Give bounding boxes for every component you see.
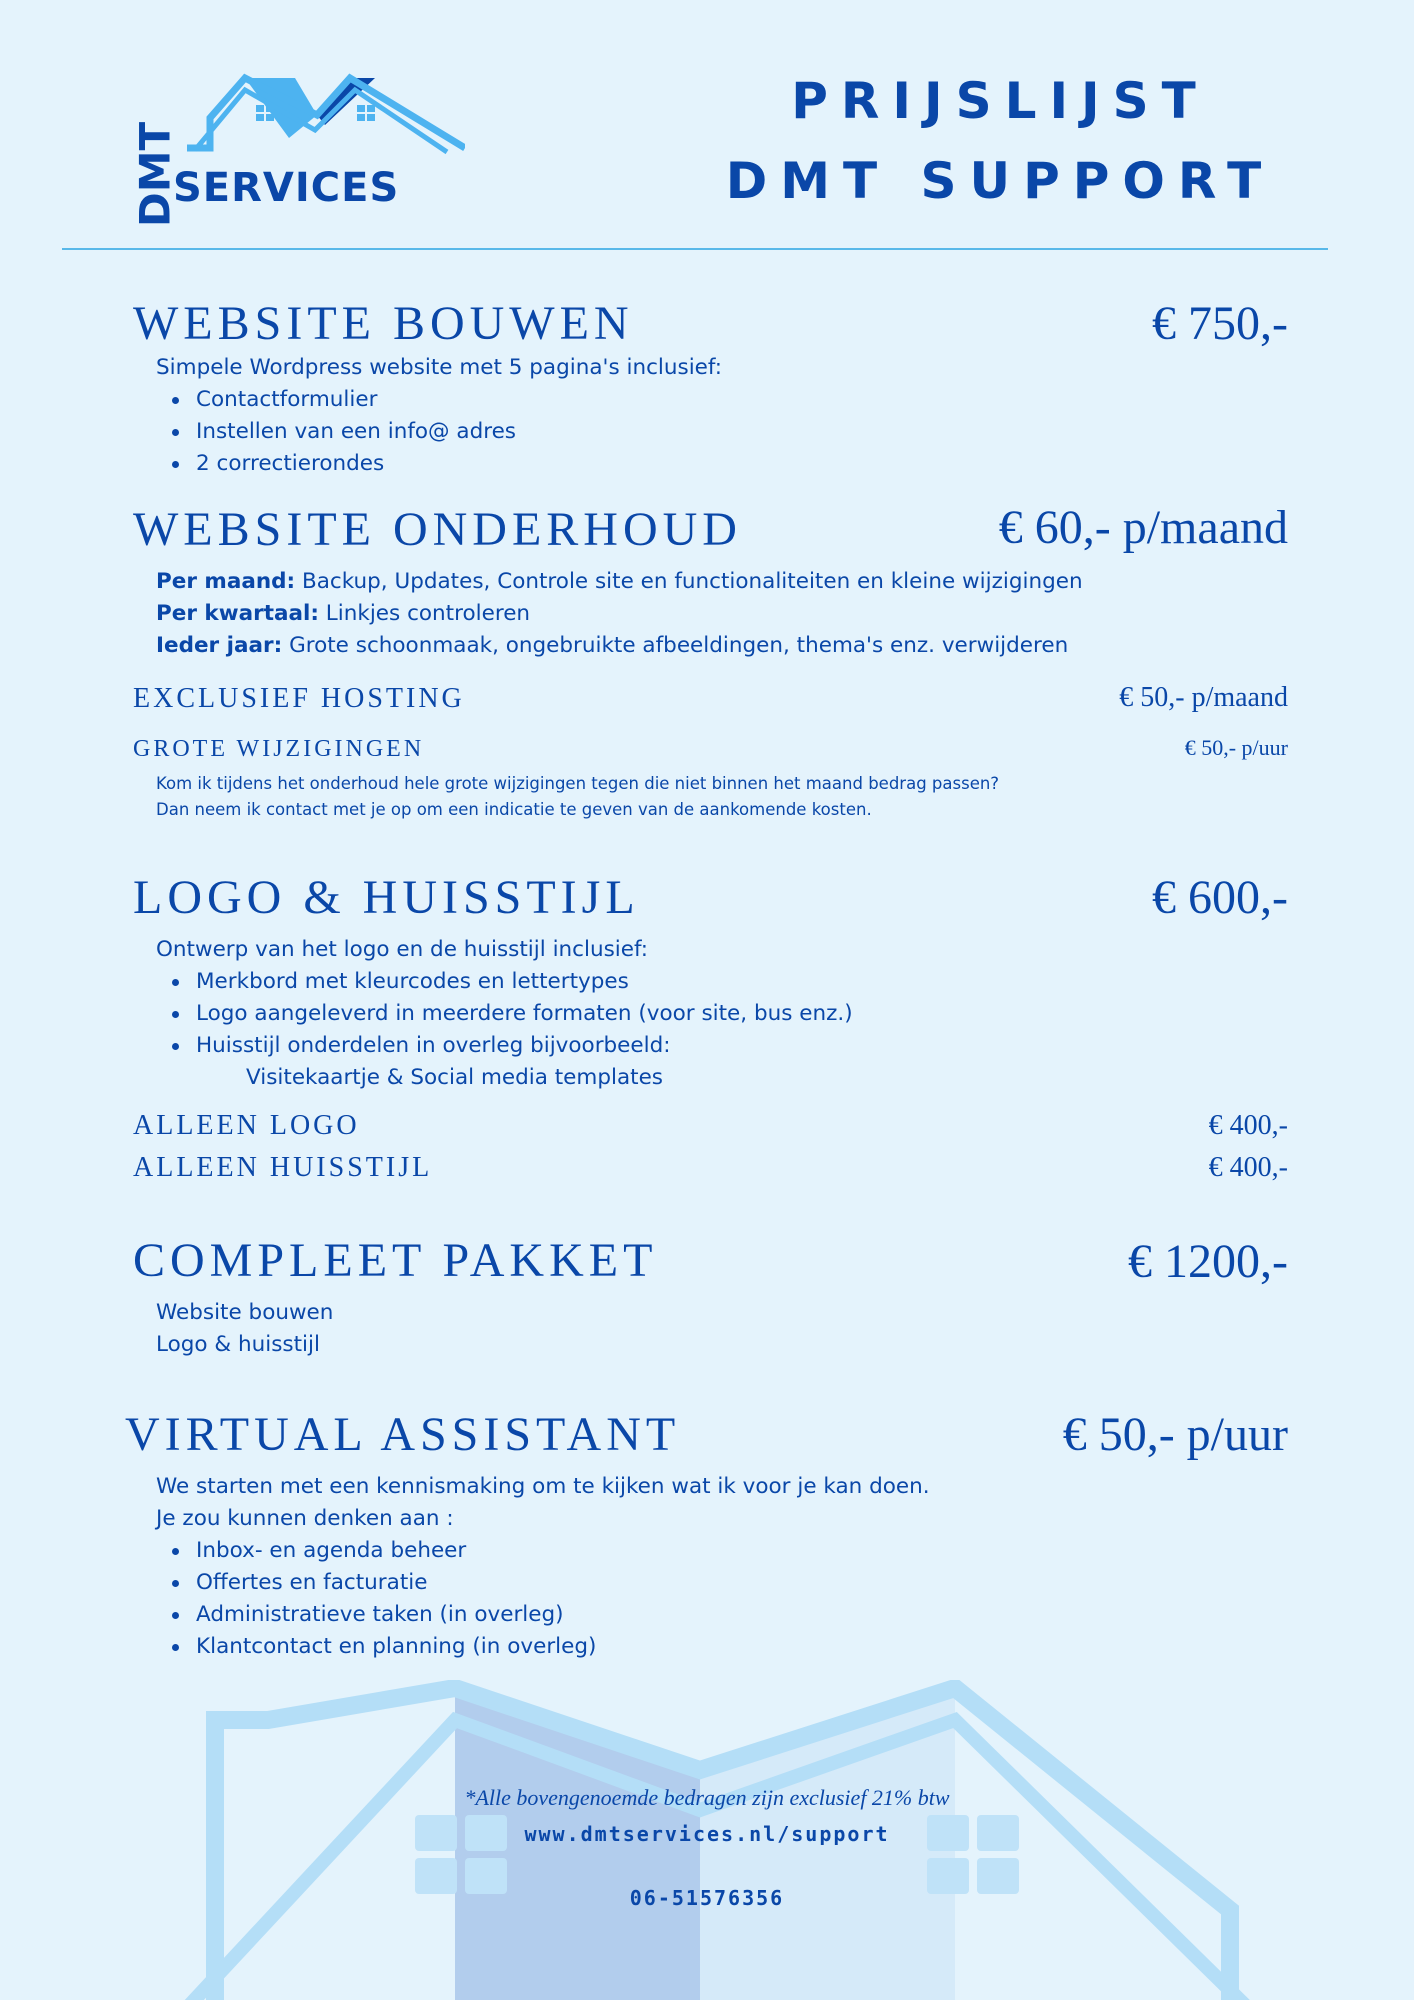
virtual-intro-2: Je zou kunnen denken aan :	[156, 1506, 454, 1531]
list-item: Huisstijl onderdelen in overleg bijvoorbeeld:	[156, 1030, 853, 1062]
virtual-intro-1: We starten met een kennismaking om te kijken wat ik voor je kan doen.	[156, 1474, 930, 1499]
logo-services: SERVICES	[173, 165, 400, 211]
sub-title-alleen-huisstijl: ALLEEN HUISSTIJL	[133, 1152, 433, 1183]
price-alleen-huisstijl: € 400,-	[1208, 1152, 1288, 1183]
list-item: 2 correctierondes	[156, 448, 722, 480]
price-logo-huisstijl: € 600,-	[1152, 871, 1288, 924]
logo-huisstijl-intro: Ontwerp van het logo en de huisstijl inclusief:	[156, 937, 649, 962]
page-title-line1: PRIJSLIJST	[791, 72, 1209, 130]
compleet-pakket-description	[156, 1297, 333, 1361]
house-roof-icon	[185, 70, 465, 155]
list-item: Contactformulier	[156, 384, 722, 416]
grote-wijzigingen-note: Kom ik tijdens het onderhoud hele grote wijzigingen tegen die niet binnen het maand bedrag passen? Dan neem ik contact met je op om een indicatie te geven van de aankomende kosten.	[156, 774, 1000, 819]
section-title-compleet-pakket: COMPLEET PAKKET	[133, 1234, 658, 1287]
sub-title-exclusief-hosting: EXCLUSIEF HOSTING	[133, 683, 465, 714]
website-bouwen-intro: Simpele Wordpress website met 5 pagina's inclusief:	[156, 355, 722, 380]
logo-huisstijl-extra: Visitekaartje & Social media templates	[246, 1065, 664, 1090]
virtual-list	[156, 1535, 930, 1663]
phone-number[interactable]: 06-51576356	[629, 1886, 785, 1910]
price-virtual-assistant: € 50,- p/uur	[1062, 1408, 1288, 1461]
list-item: Logo aangeleverd in meerdere formaten (voor site, bus enz.)	[156, 998, 853, 1030]
list-item: Logo & huisstijl	[156, 1332, 320, 1357]
list-item: Offertes en facturatie	[156, 1567, 930, 1599]
price-website-bouwen: € 750,-	[1152, 297, 1288, 350]
virtual-assistant-description	[156, 1471, 930, 1663]
website-onderhoud-description	[156, 566, 1083, 662]
logo	[125, 70, 465, 228]
sub-title-alleen-logo: ALLEEN LOGO	[133, 1110, 360, 1141]
section-title-logo-huisstijl: LOGO & HUISSTIJL	[133, 871, 640, 924]
list-item: Merkbord met kleurcodes en lettertypes	[156, 966, 853, 998]
page-title-line2: DMT SUPPORT	[725, 152, 1275, 210]
section-title-virtual-assistant: VIRTUAL ASSISTANT	[125, 1408, 681, 1461]
website-bouwen-list	[156, 384, 722, 480]
section-title-website-bouwen: WEBSITE BOUWEN	[133, 297, 634, 350]
price-website-onderhoud: € 60,- p/maand	[998, 501, 1288, 554]
list-item: Klantcontact en planning (in overleg)	[156, 1631, 930, 1663]
header-divider	[62, 248, 1328, 250]
price-exclusief-hosting: € 50,- p/maand	[1119, 682, 1288, 713]
vat-footnote: *Alle bovengenoemde bedragen zijn exclusief 21% btw	[464, 1785, 950, 1810]
logo-huisstijl-description	[156, 934, 853, 1094]
price-compleet-pakket: € 1200,-	[1128, 1235, 1288, 1288]
onderhoud-line-kwartaal: Per kwartaal: Linkjes controleren	[156, 601, 531, 626]
logo-dmt: DMT	[130, 121, 180, 228]
sub-title-grote-wijzigingen: GROTE WIJZIGINGEN	[133, 736, 425, 762]
list-item: Website bouwen	[156, 1300, 334, 1325]
list-item: Inbox- en agenda beheer	[156, 1535, 930, 1567]
website-bouwen-description	[156, 352, 722, 480]
onderhoud-line-jaar: Ieder jaar: Grote schoonmaak, ongebruikte afbeeldingen, thema's enz. verwijderen	[156, 633, 1069, 658]
price-alleen-logo: € 400,-	[1208, 1110, 1288, 1141]
logo-huisstijl-list	[156, 966, 853, 1062]
list-item: Instellen van een info@ adres	[156, 416, 722, 448]
onderhoud-line-maand: Per maand: Backup, Updates, Controle site en functionaliteiten en kleine wijzigingen	[156, 569, 1083, 594]
website-link[interactable]: www.dmtservices.nl/support	[524, 1822, 890, 1846]
section-title-website-onderhoud: WEBSITE ONDERHOUD	[133, 503, 742, 556]
list-item: Administratieve taken (in overleg)	[156, 1599, 930, 1631]
price-grote-wijzigingen: € 50,- p/uur	[1184, 735, 1288, 760]
